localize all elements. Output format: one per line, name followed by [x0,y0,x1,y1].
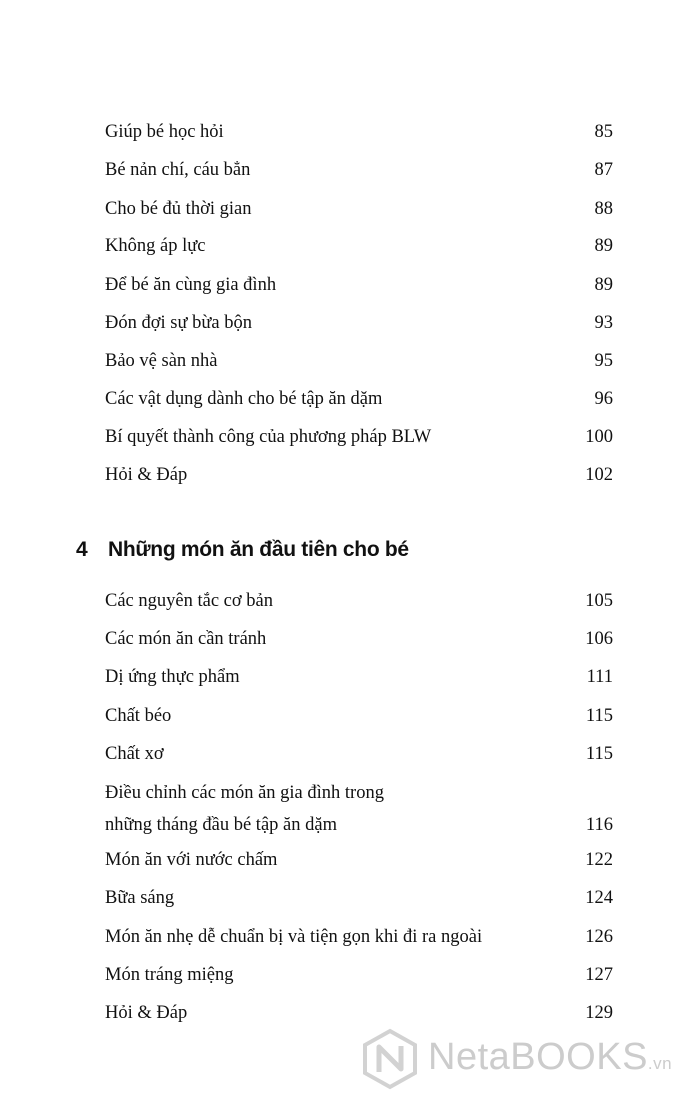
toc-entry-title: Không áp lực [105,236,206,256]
toc-entry-multiline [105,778,613,838]
watermark-suffix: .vn [647,1054,673,1073]
toc-entry-title: Bé nản chí, cáu bẳn [105,160,251,180]
toc-entry-title: Bí quyết thành công của phương pháp BLW [105,427,432,447]
watermark-text [428,1036,672,1079]
toc-entry-page: 129 [585,1003,613,1023]
toc-entry-page: 115 [585,706,613,726]
toc-entry-page: 89 [594,236,613,256]
toc-entry-title: Món ăn nhẹ dễ chuẩn bị và tiện gọn khi đi ra ngoài [105,927,483,947]
toc-entry-page: 88 [594,199,613,219]
toc-entry-title: Dị ứng thực phẩm [105,667,240,687]
toc-entry-title-line2: những tháng đầu bé tập ăn dặm [105,815,337,835]
toc-entry-page: 85 [594,122,613,142]
toc-entry-title: Món tráng miệng [105,965,234,985]
toc-entry-title: Các món ăn cần tránh [105,629,267,649]
toc-entry-title: Bảo vệ sàn nhà [105,351,218,371]
toc-entry-page: 96 [594,389,613,409]
toc-entry-page: 89 [594,275,613,295]
toc-entry-title: Hỏi & Đáp [105,1003,188,1023]
netabooks-logo-icon [362,1028,418,1090]
toc-entry-title: Món ăn với nước chấm [105,850,278,870]
toc-entry-page: 106 [585,629,613,649]
toc-entry-title: Chất xơ [105,744,164,764]
toc-entry-title: Hỏi & Đáp [105,465,188,485]
toc-entry-page: 115 [585,744,613,764]
toc-entry-title: Giúp bé học hỏi [105,122,224,142]
toc-entry-page: 127 [585,965,613,985]
toc-entry-page: 102 [585,465,613,485]
toc-entry-page: 116 [585,815,613,835]
watermark [360,1028,700,1103]
toc-entry-page: 126 [585,927,613,947]
chapter-title: Những món ăn đầu tiên cho bé [108,538,409,561]
toc-entry-page: 124 [585,888,613,908]
toc-entry-page: 87 [594,160,613,180]
toc-entry-title: Đón đợi sự bừa bộn [105,313,252,333]
toc-entry-page: 122 [585,850,613,870]
toc-entry-title: Cho bé đủ thời gian [105,199,252,219]
toc-entry-page: 111 [586,667,613,687]
toc-entry-title: Bữa sáng [105,888,175,908]
watermark-brand: NetaBOOKS [428,1036,648,1078]
chapter-number: 4 [76,538,88,561]
toc-entry-page: 100 [585,427,613,447]
toc-entry-title-line1: Điều chỉnh các món ăn gia đình trong [105,783,384,803]
toc-entry-title: Chất béo [105,706,172,726]
toc-entry-title: Các nguyên tắc cơ bản [105,591,273,611]
toc-entry-page: 93 [594,313,613,333]
toc-entry-title: Để bé ăn cùng gia đình [105,275,277,295]
toc-entry-page: 105 [585,591,613,611]
toc-entry-page: 95 [594,351,613,371]
toc-entry-title: Các vật dụng dành cho bé tập ăn dặm [105,389,383,409]
